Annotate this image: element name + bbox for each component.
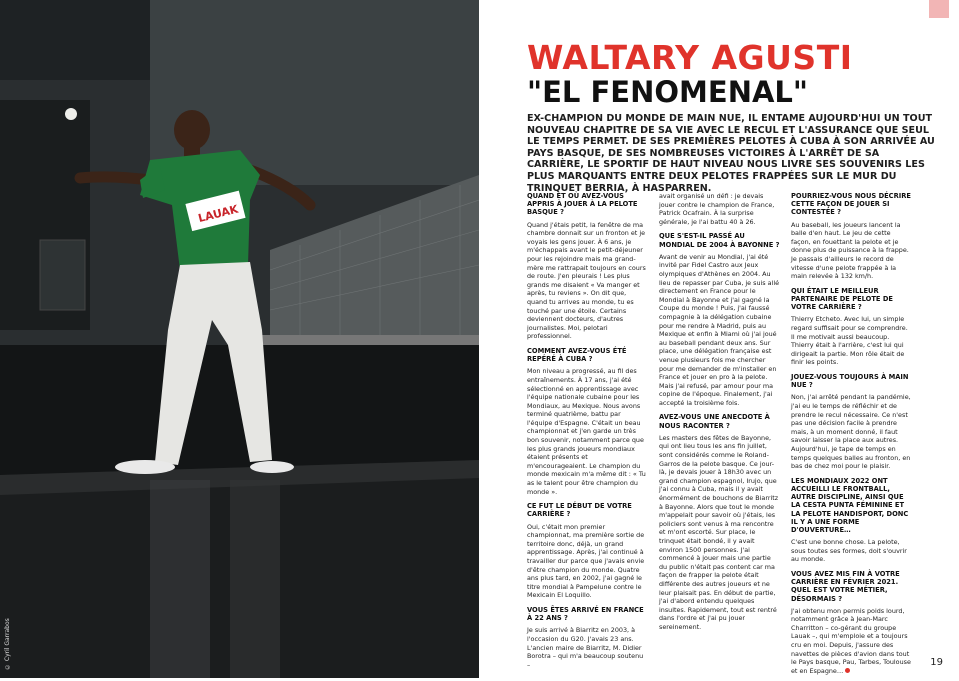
answer: avait organisé un défi : je devais jouer contre le champion de France, Patrick Ocafrain. À la surprise générale, je l'ai battu 40 à 26. [659,192,775,226]
answer [791,607,912,676]
article-title-nickname: "EL FENOMENAL" [527,75,809,109]
question: LES MONDIAUX 2022 ONT ACCUEILLI LE FRONTBALL, AUTRE DISCIPLINE, AINSI QUE LA CESTA PUNTA FÉMININE ET LA PELOTE HANDISPORT, DONC IL Y A UNE FORME D'OUVERTURE… [791,476,909,534]
jersey-brand-text: LAUAK [196,202,240,226]
answer: Avant de venir au Mondial, j'ai été invité par Fidel Castro aux Jeux olympiques d'Athènes en 2004. Au lieu de repasser par Cuba, je suis allé directement en France pour le Mondial à Bayonne et j'ai gagné la Coupe du monde ! Puis, j'ai faussé compagnie à la délégation cubaine pour me rendre à Madrid, puis au Mexique et enfin à Miami où j'ai joué au baseball pendant deux ans. Sur place, une délégation française est venue plusieurs fois me chercher pour me demander de m'installer en France et jouer en pro à la pelote. Mais j'ai refusé, par amour pour ma copine de l'époque. Finalement, j'ai accepté la troisième fois. [659,252,780,407]
answer-text: J'ai obtenu mon permis poids lourd, notamment grâce à Jean-Marc Charritton – co-gérant du groupe Lauak –, qui m'emploie et a toujours cru en moi. Depuis, j'assure des navettes de pièces d'avion dans tout le Pays basque, Pau, Tarbes, Toulouse et en Espagne… [791,606,911,675]
article-intro: EX-CHAMPION DU MONDE DE MAIN NUE, IL ENTAME AUJOURD'HUI UN TOUT NOUVEAU CHAPITRE DE SA VIE AVEC LE RECUL ET L'ASSURANCE QUE SEUL LE TEMPS PERMET. DE SES PREMIÈRES PELOTES À CUBA À SON ARRIVÉE AU PAYS BASQUE, DE SES NOMBREUSES VICTOIRES À L'ARRÊT DE SA CARRIÈRE, LE SPORTIF DE HAUT NIVEAU NOUS LIVRE SES SOUVENIRS LES PLUS MARQUANTS ENTRE DEUX PELOTES FRAPPÉES SUR LE MUR DU TRINQUET BERRIA, À HASPARREN. [527,113,935,194]
pelotari-illustration [0,0,479,678]
article-title-name: WALTARY AGUSTI [527,38,853,77]
question: CE FUT LE DÉBUT DE VOTRE CARRIÈRE ? [527,502,632,519]
answer: Thierry Etcheto. Avec lui, un simple regard suffisait pour se comprendre. Il me motivait aussi beaucoup. Thierry était à l'arrière, c'est lui qui dirigeait la partie. Mon rôle était de finir les points. [791,315,908,367]
answer: Mon niveau a progressé, au fil des entraînements. À 17 ans, j'ai été sélectionné en apprentissage avec l'équipe nationale cubaine pour les Mondiaux, au Mexique. Nous avons terminé quatrième, battu par l'équipe d'Espagne. C'était un beau championnat et j'en garde un très bon souvenir, notamment parce que les plus grands joueurs mondiaux étaient présents et m'encourageaient. Le champion du monde mexicain m'a même dit : « Tu as le talent pour être champion du monde ». [527,367,646,496]
question: VOUS ÊTES ARRIVÉ EN FRANCE À 22 ANS ? [527,605,644,623]
answer: Non, j'ai arrêté pendant la pandémie, j'ai eu le temps de réfléchir et de prendre le recul nécessaire. Ce n'est pas une décision facile à prendre mais, à un moment donné, il faut savoir laisser la place aux autres. Aujourd'hui, je tape de temps en temps quelques balles au fronton, en bas de chez moi pour le plaisir. [791,393,911,471]
answer: Oui, c'était mon premier championnat, ma première sortie de territoire donc, déjà, un grand apprentissage. Après, j'ai continué à travailler dur parce que j'avais envie d'être champion du monde. Quatre ans plus tard, en 2002, j'ai gagné le titre mondial à Pampelune contre le Mexicain El Loquillo. [527,522,645,600]
article-page [479,0,959,678]
article-column-3 [791,192,912,681]
answer: Les masters des fêtes de Bayonne, qui ont lieu tous les ans fin juillet, sont considérés comme le Roland-Garros de la pelote basque. Ce jour-là, je devais jouer à 18h30 avec un grand champion espagnol, Irujo, que j'ai connu à Cuba, mais il y avait énormément de bouchons de Biarritz à Bayonne. Alors que tout le monde m'appelait pour savoir où j'étais, les policiers sont venus à ma rencontre et m'ont escorté. Sur place, le trinquet était bondé, il y avait environ 1500 personnes. J'ai commencé à jouer mais une partie du public n'était pas content car ma façon de frapper la pelote était différente des autres joueurs et ne leur plaisait pas. En début de partie, j'ai d'abord entendu quelques insultes. Rapidement, tout est rentré dans l'ordre et j'ai pu jouer sereinement. [659,433,779,631]
question: QUE S'EST-IL PASSÉ AU MONDIAL DE 2004 À BAYONNE ? [659,232,780,249]
question: QUAND ET OÙ AVEZ-VOUS APPRIS À JOUER À LA PELOTE BASQUE ? [527,192,638,217]
question: QUI ÉTAIT LE MEILLEUR PARTENAIRE DE PELOTE DE VOTRE CARRIÈRE ? [791,286,893,312]
question: POURRIEZ-VOUS NOUS DÉCRIRE CETTE FAÇON DE JOUER SI CONTESTÉE ? [791,192,911,217]
question: VOUS AVEZ MIS FIN À VOTRE CARRIÈRE EN FÉVRIER 2021. QUEL EST VOTRE MÉTIER, DÉSORMAIS ? [791,569,900,603]
page-corner-tab [929,0,949,18]
article-column-1 [527,192,648,675]
photo-credit: © Cyril Garrabos [4,618,11,670]
answer: Au baseball, les joueurs lancent la balle d'en haut. Le jeu de cette façon, en fouettant la pelote et je donne plus de puissance à la frappe. Je passais d'ailleurs le record de vitesse d'une pelote frappée à la main relevée à 132 km/h. [791,220,909,281]
cover-photo [0,0,479,678]
end-of-article-dot-icon [845,668,850,673]
answer: Je suis arrivé à Biarritz en 2003, à l'occasion du G20. J'avais 23 ans. L'ancien maire de Biarritz, M. Didier Borotra – qui m'a beaucoup soutenu – [527,626,644,669]
answer: Quand j'étais petit, la fenêtre de ma chambre donnait sur un fronton et je voyais les gens jouer. À 6 ans, je m'échappais avant le petit-déjeuner pour les rejoindre mais ma grand-mère me rattrapait toujours en cours de route. J'en pleurais ! Les plus grands me disaient « Va manger et après, tu reviens ». On dit que, quand tu arrives au monde, tu es touché par une étoile. Certains deviennent docteurs, d'autres journalistes. Moi, pelotari professionnel. [527,220,646,341]
answer: C'est une bonne chose. La pelote, sous toutes ses formes, doit s'ouvrir au monde. [791,538,907,564]
question: AVEZ-VOUS UNE ANECDOTE À NOUS RACONTER ? [659,413,770,430]
question: JOUEZ-VOUS TOUJOURS À MAIN NUE ? [791,372,909,390]
article-column-2 [659,192,780,638]
question: COMMENT AVEZ-VOUS ÉTÉ REPÉRÉ À CUBA ? [527,346,627,364]
page-number: 19 [930,657,943,668]
